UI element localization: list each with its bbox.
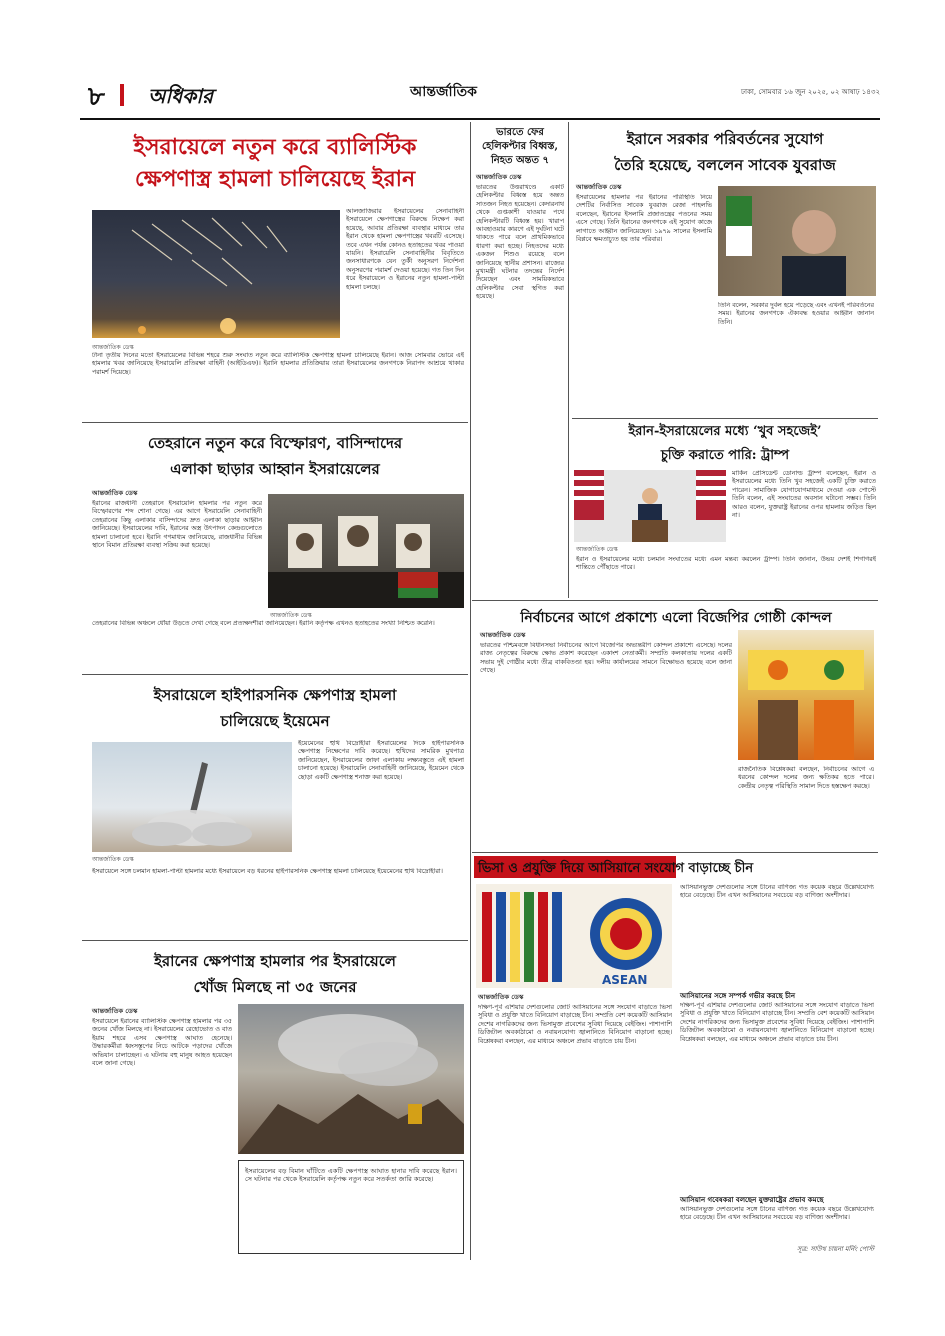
asean-flags-photo: [476, 884, 672, 988]
story9-subhead2: আসিয়ান গবেষকরা বলছেন যুক্তরাষ্ট্রের প্রভাব কমছে: [680, 1196, 824, 1204]
story6-byline: আন্তর্জাতিক ডেস্ক: [576, 183, 622, 191]
story8-body: ভারতের পশ্চিমবঙ্গে বিধানসভা নির্বাচনের আগে বিজেপির অভ্যন্তরীণ কোন্দল প্রকাশ্যে এসেছে। দলের রাজ্য নেতৃত্বের বিরুদ্ধে ক্ষোভ প্রকাশ করেছেন একাংশ নেতাকর্মী। সম্প্রতি কলকাতায় দলের একটি সভায় দুই গোষ্ঠীর মধ্যে তীব্র বাকবিতণ্ডা হয়। দলীয় কার্যালয়ের সামনে বিক্ষোভও হয়েছে বলে জানা গেছে।: [480, 642, 732, 675]
story2-byline: আন্তর্জাতিক ডেস্ক: [92, 489, 138, 497]
story7-body: মার্কিন প্রেসিডেন্ট ডোনাল্ড ট্রাম্প বলেছেন, ইরান ও ইসরায়েলের মধ্যে তিনি খুব সহজেই একটি চুক্তি করাতে পারেন। সামাজিক যোগাযোগমাধ্যমে দেওয়া এক পোস্টে তিনি বলেন, এই সংঘাতের অবসান ঘটানো সম্ভব। তিনি আরও বলেন, যুক্তরাষ্ট্র ইরানের ওপর হামলায় জড়িত ছিল না।: [732, 470, 876, 520]
logo-text: অধিকার: [148, 84, 214, 108]
story3-body: ইয়েমেনের হুথি বিদ্রোহীরা ইসরায়েলের দিকে হাইপারসনিক ক্ষেপণাস্ত্র নিক্ষেপের দাবি করেছে। হুথিদের সামরিক মুখপাত্র জানিয়েছেন, ইসরায়েলের জাফা এলাকায় লক্ষ্যবস্তুতে এই হামলা চালানো হয়েছে। ইসরায়েলি সেনাবাহিনী জানিয়েছে, ইয়েমেন থেকে ছোড়া একটি ক্ষেপণাস্ত্র শনাক্ত করা হয়েছে।: [298, 740, 464, 781]
story5-byline: আন্তর্জাতিক ডেস্ক: [476, 173, 522, 181]
flags-podium-graphic: [574, 470, 726, 542]
story2-headline-line2: এলাকা ছাড়ার আহ্বান ইসরায়েলের: [170, 460, 380, 478]
missile-launch-photo: [92, 742, 292, 852]
story4: [82, 942, 468, 1260]
story2: [82, 424, 468, 672]
col-divider-left: [470, 122, 471, 1260]
story9-body-right2: দক্ষিণ-পূর্ব এশিয়ার দেশগুলোর জোট আসিয়ানের সঙ্গে সংযোগ বাড়াতে ভিসা সুবিধা ও প্রযুক্তি খাতে বিনিয়োগ বাড়াচ্ছে চীন। সম্প্রতি বেশ কয়েকটি আসিয়ান দেশের নাগরিকদের জন্য ভিসামুক্ত প্রবেশের সুবিধা দিয়েছে বেইজিং। পাশাপাশি ডিজিটাল অবকাঠামো ও নবায়নযোগ্য জ্বালানিতে বিনিয়োগ বাড়ানো হচ্ছে। বিশ্লেষকরা বলছেন, এর মাধ্যমে অঞ্চলে প্রভাব বাড়াতে চায় চীন।: [680, 1002, 874, 1043]
story4-quote-box: ইসরায়েলের বড় বিমান ঘাঁটিতে একটি ক্ষেপণাস্ত্র আঘাত হানার দাবি করেছে ইরান। সে ঘটনার পর থেকে ইসরায়েলি কর্তৃপক্ষ নতুন করে সতর্কতা জারি করেছে।: [238, 1160, 464, 1254]
story9: [474, 854, 878, 1260]
story6-headline-line1: ইরানে সরকার পরিবর্তনের সুযোগ: [626, 130, 824, 148]
story1-headline-line2: ক্ষেপণাস্ত্র হামলা চালিয়েছে ইরান: [134, 166, 416, 192]
trump-podium-photo: [574, 470, 726, 542]
story9-subhead1: আসিয়ানের সঙ্গে সম্পর্ক গভীর করছে চীন: [680, 992, 796, 1000]
story2-headline-line1: তেহরানে নতুন করে বিস্ফোরণ, বাসিন্দাদের: [147, 434, 403, 452]
story7-headline-line2: চুক্তি করাতে পারি: ট্রাম্প: [660, 448, 790, 463]
story2-body: ইরানের রাজধানী তেহরানে ইসরায়েলি হামলার পর নতুন করে বিস্ফোরণের শব্দ শোনা গেছে। এর আগে ইসরায়েলি সেনাবাহিনী তেহরানের কিছু এলাকার বাসিন্দাদের দ্রুত এলাকা ছাড়ার আহ্বান জানিয়েছে। ইসরায়েলের দাবি, ইরানের অস্ত্র উৎপাদন কেন্দ্রগুলোতে হামলা চালানো হবে। ইরানি গণমাধ্যম জানিয়েছে, রাজধানীর বিভিন্ন স্থানে বিমান প্রতিরক্ষা ব্যবস্থা সক্রিয় করা হয়েছে।: [92, 500, 262, 550]
asean-flags-graphic: [476, 884, 672, 988]
story1-side-text: আলজাজিরার ইসরায়েলের সেনাবাহিনী ইসরায়েলে ক্ষেপণাস্ত্রের বিরুদ্ধে নিক্ষেপ করা হয়েছে, আবার প্রতিরক্ষা ব্যবস্থার মাধ্যমে তার ইরান থেকে হামলা ক্ষেপণাস্ত্রের খবরটি এসেছে। তবে এখন পর্যন্ত কোনও হতাহতের খবর পাওয়া যায়নি। ইসরায়েলি সেনাবাহিনীর বিবৃতিতে জনসাধারণকে যেন তুর্কী অনুসরণ নির্দেশনা অনুসরণের পরামর্শ দেওয়া হয়েছে। গত তিন দিন ধরে ইসরায়েলে ও ইরানের নতুন হামলা-পাল্টা হামলা চলছে।: [346, 208, 464, 291]
story3: [82, 676, 468, 938]
launch-smoke-graphic: [92, 742, 292, 852]
story4-body: ইসরায়েলে ইরানের ব্যালিস্টিক ক্ষেপণাস্ত্র হামলার পর ৩৫ জনের খোঁজ মিলছে না। ইসরায়েলের রেহোভোত ও বাত ইয়াম শহরে এসব ক্ষেপণাস্ত্র আঘাত হেনেছে। উদ্ধারকর্মীরা ধ্বংসস্তূপের নিচে আটকে পড়াদের খোঁজে অভিযান চালাচ্ছেন। এ ঘটনায় বহু মানুষ আহত হয়েছেন বলে জানা গেছে।: [92, 1018, 232, 1068]
story4-byline: আন্তর্জাতিক ডেস্ক: [92, 1007, 138, 1015]
story8-headline: নির্বাচনের আগে প্রকাশ্যে এলো বিজেপির গোষ্ঠী কোন্দল: [520, 610, 832, 626]
story9-body-right3: আসিয়ানভুক্ত দেশগুলোর সঙ্গে চীনের বাণিজ্য গত কয়েক বছরে উল্লেখযোগ্য হারে বেড়েছে। চীন এখন আসিয়ানের সবচেয়ে বড় বাণিজ্য অংশীদার।: [680, 1206, 874, 1222]
logo: [120, 80, 214, 110]
story1: [82, 122, 468, 420]
story5-headline: ভারতে ফের হেলিকপ্টার বিধ্বস্ত, নিহত অন্তত ৭: [482, 127, 558, 166]
rubble-photo: [238, 1004, 464, 1154]
story7-body2: ইরান ও ইসরায়েলের মধ্যে চলমান সংঘাতের মধ্যে এমন মন্তব্য করলেন ট্রাম্প। তিনি জানান, উভয় দেশই শিগগিরই শান্তিতে পৌঁছাতে পারে।: [576, 556, 876, 572]
story4-headline-line1: ইরানের ক্ষেপণাস্ত্র হামলার পর ইসরায়েলে: [154, 952, 396, 970]
story6-body2: তিনি বলেন, সরকার দুর্বল হয়ে পড়েছে এবং এখনই পরিবর্তনের সময়। ইরানের জনগণকে ঐক্যবদ্ধ হওয়ার আহ্বান জানান তিনি।: [718, 302, 874, 326]
crown-prince-photo: [718, 186, 876, 296]
rule-s2: [82, 674, 468, 675]
story6: [572, 122, 878, 416]
bjp-office-photo: [738, 630, 874, 760]
story1-bottom-text: টানা তৃতীয় দিনের মতো ইসরায়েলের বিভিন্ন শহরে শুরু সংঘাত নতুন করে ব্যালিস্টিক ক্ষেপণাস্ত্র হামলা চালিয়েছে ইরান। আজ সোমবার ভোরে এই হামলার খবর জানিয়েছে ইসরায়েলি প্রতিরক্ষা বাহিনী (আইডিএফ)। ইরানি হামলার প্রতিক্রিয়ায় তারা ইসরায়েলের জনগণকে নিরাপদ আশ্রয়ে থাকার পরামর্শ দিয়েছে।: [92, 352, 464, 376]
story9-headline: ভিসা ও প্রযুক্তি দিয়ে আসিয়ানে সংযোগ বাড়াচ্ছে চীন: [478, 861, 754, 876]
rule-s6: [572, 418, 878, 419]
story1-headline-line1: ইসরায়েলে নতুন করে ব্যালিস্টিক: [133, 134, 417, 160]
story8-byline: আন্তর্জাতিক ডেস্ক: [480, 631, 526, 639]
story3-photo-caption: আন্তর্জাতিক ডেস্ক: [92, 856, 134, 863]
story6-headline-line2: তৈরি হয়েছে, বললেন সাবেক যুবরাজ: [614, 156, 836, 174]
tehran-protest-photo: [268, 494, 464, 608]
story9-source: সূত্র: সাউথ চায়না মর্নিং পোস্ট: [797, 1245, 874, 1253]
masthead: [80, 72, 880, 120]
story8-body2: রাজনৈতিক বিশ্লেষকরা বলছেন, নির্বাচনের আগে এ ধরনের কোন্দল দলের জন্য ক্ষতিকর হতে পারে। কেন্দ্রীয় নেতৃত্ব পরিস্থিতি সামাল দিতে হস্তক্ষেপ করছে।: [738, 766, 874, 790]
story1-photo-caption: আন্তর্জাতিক ডেস্ক: [92, 344, 134, 351]
col-divider-mid: [568, 122, 569, 598]
story4-headline-line2: খোঁজ মিলছে না ৩৫ জনের: [193, 978, 357, 996]
rule-s8: [472, 852, 878, 853]
story5: [474, 122, 566, 598]
story8: [474, 602, 878, 850]
dateline: ঢাকা, সোমবার ১৬ জুন ২০২৫, ০২ আষাঢ় ১৪৩২: [741, 88, 880, 96]
svg-text:ASEAN: ASEAN: [602, 973, 648, 987]
story9-body: দক্ষিণ-পূর্ব এশিয়ার দেশগুলোর জোট আসিয়ানের সঙ্গে সংযোগ বাড়াতে ভিসা সুবিধা ও প্রযুক্তি খাতে বিনিয়োগ বাড়াচ্ছে চীন। সম্প্রতি বেশ কয়েকটি আসিয়ান দেশের নাগরিকদের জন্য ভিসামুক্ত প্রবেশের সুবিধা দিয়েছে বেইজিং। পাশাপাশি ডিজিটাল অবকাঠামো ও নবায়নযোগ্য জ্বালানিতে বিনিয়োগ বাড়ানো হচ্ছে। বিশ্লেষকরা বলছেন, এর মাধ্যমে অঞ্চলে প্রভাব বাড়াতে চায় চীন।: [478, 1004, 672, 1045]
story7-photo-caption: আন্তর্জাতিক ডেস্ক: [576, 546, 618, 553]
story7: [572, 420, 878, 598]
story9-byline: আন্তর্জাতিক ডেস্ক: [478, 993, 524, 1001]
story5-body: ভারতের উত্তরাখণ্ডে একটি হেলিকপ্টার বিধ্বস্ত হয়ে অন্তত সাতজন নিহত হয়েছেন। কেদারনাথ থেকে গুপ্তকাশী যাওয়ার পথে হেলিকপ্টারটি বিধ্বস্ত হয়। খারাপ আবহাওয়ার কারণে এই দুর্ঘটনা ঘটে থাকতে পারে বলে প্রাথমিকভাবে ধারণা করা হচ্ছে। নিহতদের মধ্যে একজন শিশুও রয়েছে বলে জানিয়েছে স্থানীয় প্রশাসন। রাজ্যের মুখ্যমন্ত্রী ঘটনার তদন্তের নির্দেশ দিয়েছেন এবং সাময়িকভাবে হেলিকপ্টার সেবা স্থগিত করা হয়েছে।: [476, 184, 564, 301]
story9-body-right: আসিয়ানভুক্ত দেশগুলোর সঙ্গে চীনের বাণিজ্য গত কয়েক বছরে উল্লেখযোগ্য হারে বেড়েছে। চীন এখন আসিয়ানের সবচেয়ে বড় বাণিজ্য অংশীদার।: [680, 884, 874, 900]
masthead-rule: [80, 118, 880, 120]
destruction-graphic: [238, 1004, 464, 1154]
page-number: ৮: [88, 82, 105, 112]
section-title: আন্তর্জাতিক: [410, 84, 477, 100]
story6-body: ইসরায়েলের হামলার পর ইরানের পরিস্থিতি নিয়ে দেশটির নির্বাসিত সাবেক যুবরাজ রেজা পাহলভি বলেছেন, ইরানের ইসলামি প্রজাতন্ত্রের পতনের সময় এসে গেছে। তিনি ইরানের জনগণকে এই সুযোগ কাজে লাগাতে আহ্বান জানিয়েছেন। ১৯৭৯ সালের ইসলামি বিপ্লবে ক্ষমতাচ্যুত হয় তার পরিবার।: [576, 194, 712, 244]
story3-headline-line1: ইসরায়েলে হাইপারসনিক ক্ষেপণাস্ত্র হামলা: [153, 686, 397, 704]
story3-body2: ইসরায়েলে সঙ্গে চলমান হামলা-পাল্টা হামলার মধ্যে ইসরায়েলে বড় ধরনের হাইপারসনিক ক্ষেপণাস্ত্র হামলা চালিয়েছে ইয়েমেনের হুথি বিদ্রোহীরা।: [92, 868, 443, 875]
rule-s3: [82, 940, 468, 941]
missile-night-photo: [92, 210, 340, 338]
story3-headline-line2: চালিয়েছে ইয়েমেন: [220, 712, 330, 730]
rule-top-right: [472, 600, 878, 601]
crowd-graphic: [268, 494, 464, 608]
office-building-graphic: [738, 630, 874, 760]
missile-trails-graphic: [92, 210, 340, 338]
story7-headline-line1: ইরান-ইসরায়েলের মধ্যে ‘খুব সহজেই’: [628, 424, 822, 439]
story2-body2: তেহরানের বিভিন্ন অঞ্চলে ধোঁয়া উড়তে দেখা গেছে বলে প্রত্যক্ষদর্শীরা জানিয়েছেন। ইরানি কর্তৃপক্ষ এখনও হতাহতের সংখ্যা নিশ্চিত করেনি।: [92, 620, 435, 627]
rule-s1: [82, 422, 468, 423]
story2-photo-caption: আন্তর্জাতিক ডেস্ক: [270, 612, 312, 619]
portrait-graphic: [718, 186, 876, 296]
